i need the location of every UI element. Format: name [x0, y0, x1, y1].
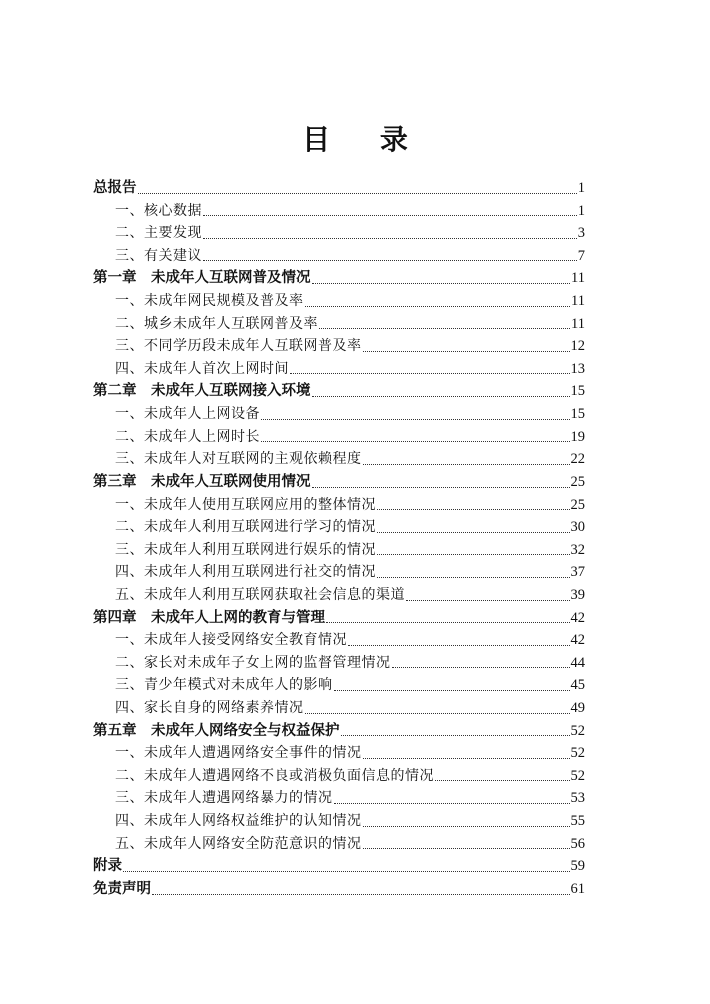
toc-page-number: 52	[570, 722, 585, 739]
toc-page-number: 15	[570, 406, 585, 423]
toc-chapter-entry[interactable]	[93, 177, 585, 200]
toc-chapter-entry[interactable]	[93, 471, 585, 494]
toc-leader-dots	[392, 667, 570, 668]
toc-leader-dots	[348, 645, 570, 646]
toc-entry-label: 第五章 未成年人网络安全与权益保护	[93, 722, 340, 739]
toc-leader-dots	[435, 780, 570, 781]
toc-page-number: 11	[571, 315, 585, 332]
toc-leader-dots	[326, 622, 570, 623]
toc-page-number: 56	[570, 835, 585, 852]
toc-page-number: 1	[577, 180, 585, 196]
toc-section-entry[interactable]	[93, 200, 585, 223]
toc-leader-dots	[319, 328, 570, 329]
toc-page-number: 11	[571, 293, 585, 310]
toc-leader-dots	[363, 758, 570, 759]
toc-section-entry[interactable]	[93, 290, 585, 313]
toc-page-number: 44	[570, 654, 585, 671]
toc-entry-label: 四、未成年人利用互联网进行社交的情况	[115, 564, 376, 581]
toc-entry-label: 四、未成年人网络权益维护的认知情况	[115, 813, 362, 830]
toc-section-entry[interactable]	[93, 629, 585, 652]
toc-section-entry[interactable]	[93, 539, 585, 562]
toc-chapter-entry[interactable]	[93, 380, 585, 403]
table-of-contents	[93, 177, 585, 901]
toc-page-number: 53	[570, 790, 585, 807]
toc-entry-label: 第一章 未成年人互联网普及情况	[93, 270, 311, 287]
toc-chapter-entry[interactable]	[93, 855, 585, 878]
toc-leader-dots	[341, 735, 570, 736]
toc-leader-dots	[334, 690, 570, 691]
toc-section-entry[interactable]	[93, 674, 585, 697]
toc-page-number: 55	[570, 813, 585, 830]
toc-entry-label: 四、未成年人首次上网时间	[115, 360, 289, 377]
toc-entry-label: 四、家长自身的网络素养情况	[115, 700, 304, 717]
toc-section-entry[interactable]	[93, 448, 585, 471]
toc-page-number: 3	[577, 225, 585, 242]
toc-section-entry[interactable]	[93, 810, 585, 833]
toc-leader-dots	[377, 577, 570, 578]
toc-leader-dots	[312, 283, 571, 284]
toc-leader-dots	[363, 351, 570, 352]
toc-page-number: 30	[570, 519, 585, 536]
toc-section-entry[interactable]	[93, 403, 585, 426]
toc-leader-dots	[152, 894, 570, 895]
toc-page-number: 11	[571, 270, 585, 287]
toc-section-entry[interactable]	[93, 222, 585, 245]
toc-chapter-entry[interactable]	[93, 607, 585, 630]
toc-page-number: 1	[577, 202, 585, 219]
toc-entry-label: 第二章 未成年人互联网接入环境	[93, 383, 311, 400]
toc-entry-label: 一、未成年网民规模及普及率	[115, 293, 304, 310]
toc-entry-label: 二、未成年人上网时长	[115, 428, 260, 445]
toc-page-number: 42	[570, 632, 585, 649]
toc-section-entry[interactable]	[93, 516, 585, 539]
toc-leader-dots	[312, 396, 570, 397]
toc-page-number: 12	[570, 338, 585, 355]
toc-section-entry[interactable]	[93, 494, 585, 517]
toc-page-number: 25	[570, 473, 585, 490]
toc-page-number: 45	[570, 677, 585, 694]
toc-leader-dots	[363, 464, 570, 465]
toc-section-entry[interactable]	[93, 652, 585, 675]
toc-page-number: 25	[570, 496, 585, 513]
toc-leader-dots	[377, 554, 570, 555]
toc-section-entry[interactable]	[93, 787, 585, 810]
toc-entry-label: 一、未成年人接受网络安全教育情况	[115, 632, 347, 649]
toc-leader-dots	[406, 600, 570, 601]
toc-leader-dots	[203, 215, 577, 216]
toc-leader-dots	[305, 306, 571, 307]
toc-entry-label: 二、城乡未成年人互联网普及率	[115, 315, 318, 332]
toc-page-number: 22	[570, 451, 585, 468]
toc-entry-label: 总报告	[93, 180, 137, 196]
toc-entry-label: 三、有关建议	[115, 247, 202, 264]
toc-entry-label: 一、核心数据	[115, 202, 202, 219]
toc-entry-label: 三、未成年人遭遇网络暴力的情况	[115, 790, 333, 807]
toc-section-entry[interactable]	[93, 765, 585, 788]
toc-chapter-entry[interactable]	[93, 878, 585, 901]
toc-entry-label: 三、青少年模式对未成年人的影响	[115, 677, 333, 694]
toc-page-number: 19	[570, 428, 585, 445]
toc-entry-label: 免责声明	[93, 880, 151, 897]
toc-entry-label: 二、家长对未成年子女上网的监督管理情况	[115, 654, 391, 671]
toc-leader-dots	[305, 713, 570, 714]
toc-entry-label: 一、未成年人使用互联网应用的整体情况	[115, 496, 376, 513]
toc-leader-dots	[138, 193, 577, 194]
toc-leader-dots	[377, 509, 570, 510]
toc-chapter-entry[interactable]	[93, 720, 585, 743]
toc-leader-dots	[377, 532, 570, 533]
toc-leader-dots	[290, 373, 570, 374]
toc-leader-dots	[261, 441, 570, 442]
toc-page-number: 7	[577, 247, 585, 264]
toc-section-entry[interactable]	[93, 426, 585, 449]
toc-entry-label: 五、未成年人利用互联网获取社会信息的渠道	[115, 586, 405, 603]
toc-leader-dots	[363, 826, 570, 827]
toc-leader-dots	[363, 848, 570, 849]
toc-entry-label: 二、主要发现	[115, 225, 202, 242]
toc-page-number: 52	[570, 767, 585, 784]
toc-entry-label: 二、未成年人遭遇网络不良或消极负面信息的情况	[115, 767, 434, 784]
toc-entry-label: 第三章 未成年人互联网使用情况	[93, 473, 311, 490]
toc-section-entry[interactable]	[93, 697, 585, 720]
toc-page-number: 49	[570, 700, 585, 717]
toc-section-entry[interactable]	[93, 313, 585, 336]
toc-page-number: 59	[570, 858, 585, 875]
toc-entry-label: 一、未成年人上网设备	[115, 406, 260, 423]
toc-section-entry[interactable]	[93, 833, 585, 856]
toc-leader-dots	[334, 803, 570, 804]
toc-entry-label: 附录	[93, 858, 122, 875]
toc-page-number: 52	[570, 745, 585, 762]
toc-entry-label: 第四章 未成年人上网的教育与管理	[93, 609, 325, 626]
toc-page-number: 42	[570, 609, 585, 626]
toc-page-number: 39	[570, 586, 585, 603]
toc-page-number: 61	[570, 880, 585, 897]
toc-chapter-entry[interactable]	[93, 267, 585, 290]
toc-entry-label: 一、未成年人遭遇网络安全事件的情况	[115, 745, 362, 762]
toc-section-entry[interactable]	[93, 742, 585, 765]
toc-page-number: 13	[570, 360, 585, 377]
toc-section-entry[interactable]	[93, 561, 585, 584]
toc-leader-dots	[203, 260, 577, 261]
toc-section-entry[interactable]	[93, 245, 585, 268]
toc-page-number: 15	[570, 383, 585, 400]
page-title: 目 录	[302, 123, 428, 156]
toc-section-entry[interactable]	[93, 335, 585, 358]
toc-leader-dots	[312, 487, 570, 488]
toc-page-number: 37	[570, 564, 585, 581]
toc-entry-label: 三、不同学历段未成年人互联网普及率	[115, 338, 362, 355]
toc-entry-label: 三、未成年人利用互联网进行娱乐的情况	[115, 541, 376, 558]
toc-entry-label: 五、未成年人网络安全防范意识的情况	[115, 835, 362, 852]
toc-entry-label: 三、未成年人对互联网的主观依赖程度	[115, 451, 362, 468]
toc-section-entry[interactable]	[93, 584, 585, 607]
toc-leader-dots	[123, 871, 570, 872]
toc-section-entry[interactable]	[93, 358, 585, 381]
toc-leader-dots	[203, 238, 577, 239]
toc-leader-dots	[261, 419, 570, 420]
toc-entry-label: 二、未成年人利用互联网进行学习的情况	[115, 519, 376, 536]
toc-page-number: 32	[570, 541, 585, 558]
